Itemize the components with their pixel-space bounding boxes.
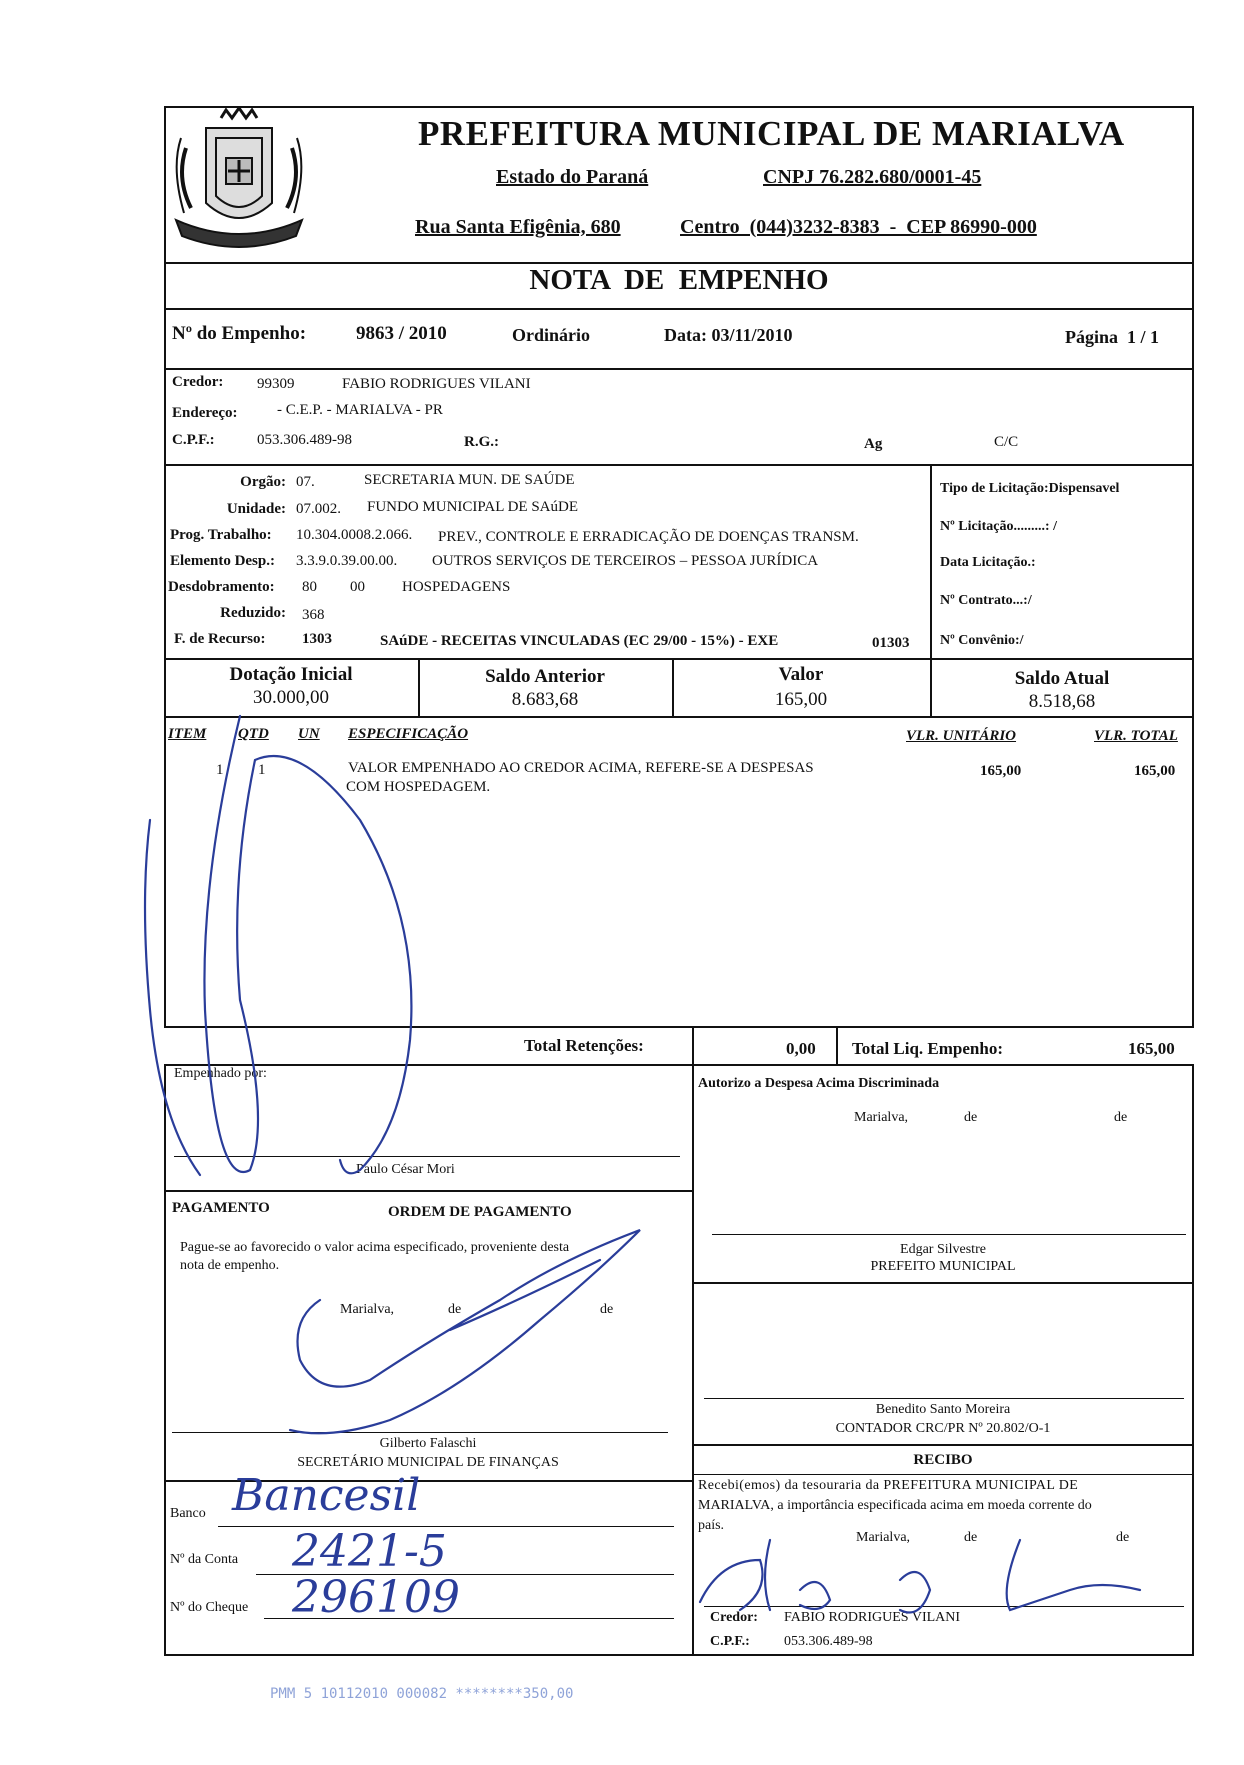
credor-name: FABIO RODRIGUES VILANI: [342, 376, 531, 392]
autorizo-local: Marialva,: [854, 1110, 909, 1125]
empenhado-label: Empenhado por:: [174, 1066, 267, 1081]
recibo-local: Marialva,: [856, 1530, 911, 1545]
ag-label: Ag: [864, 436, 883, 452]
header-street: Rua Santa Efigênia, 680: [415, 216, 621, 238]
conta-handwritten: 2421-5: [292, 1526, 447, 1577]
valor-value: 165,00: [774, 689, 828, 710]
reduzido-label: Reduzido:: [220, 605, 286, 621]
secretario-cargo: SECRETÁRIO MUNICIPAL DE FINANÇAS: [297, 1455, 559, 1470]
row-espec-line2: COM HOSPEDAGEM.: [346, 779, 491, 795]
prog-code: 10.304.0008.2.066.: [296, 527, 413, 543]
orgao-value: SECRETARIA MUN. DE SAÚDE: [364, 472, 575, 488]
pagamento-texto-1: Pague-se ao favorecido o valor acima especificado, proveniente desta: [180, 1240, 570, 1255]
row-qtd: 1: [258, 762, 266, 778]
recurso-code2: 01303: [872, 635, 910, 651]
autorizo-de-1: de: [964, 1110, 978, 1125]
recurso-label: F. de Recurso:: [174, 631, 266, 647]
banco-label: Banco: [170, 1506, 206, 1521]
col-un: UN: [298, 726, 320, 742]
header-state: Estado do Paraná: [496, 166, 649, 188]
recurso-code: 1303: [302, 631, 332, 647]
pagamento-de-1: de: [448, 1302, 462, 1317]
empenho-num: 9863 / 2010: [356, 323, 447, 344]
orgao-label: Orgão:: [240, 474, 286, 490]
valor-label: Valor: [778, 664, 824, 685]
pagamento-local: Marialva,: [340, 1302, 395, 1317]
recibo-de-2: de: [1116, 1530, 1130, 1545]
col-especificacao: ESPECIFICAÇÃO: [348, 726, 469, 742]
recibo-texto-3: país.: [698, 1518, 725, 1533]
unidade-code: 07.002.: [296, 501, 341, 517]
contador-nome: Benedito Santo Moreira: [875, 1402, 1011, 1417]
row-espec-line1: VALOR EMPENHADO AO CREDOR ACIMA, REFERE-SE A DESPESAS: [348, 760, 814, 776]
credor-code: 99309: [257, 376, 295, 392]
rg-label: R.G.:: [464, 434, 499, 450]
desdobramento-b: 00: [350, 579, 365, 595]
retencoes-value: 0,00: [786, 1039, 816, 1058]
empenho-num-label: Nº do Empenho:: [172, 323, 307, 344]
secretario-nome: Gilberto Falaschi: [379, 1436, 477, 1451]
conta-label: Nº da Conta: [170, 1552, 239, 1567]
saldo-anterior-label: Saldo Anterior: [485, 666, 605, 687]
doc-title: NOTA DE EMPENHO: [529, 264, 829, 296]
recibo-title: RECIBO: [913, 1452, 973, 1468]
row-unit: 165,00: [980, 763, 1022, 779]
recurso-value: SAúDE - RECEITAS VINCULADAS (EC 29/00 - 15%) - EXE: [380, 633, 779, 649]
ordem-pagamento: ORDEM DE PAGAMENTO: [388, 1204, 572, 1220]
endereco-label: Endereço:: [172, 405, 238, 421]
autorizo-de-2: de: [1114, 1110, 1128, 1125]
cpf-value: 053.306.489-98: [257, 432, 352, 448]
licitacao-contrato: Nº Contrato...:/: [940, 593, 1032, 608]
retencoes-label: Total Retenções:: [524, 1036, 644, 1055]
elemento-label: Elemento Desp.:: [170, 553, 275, 569]
row-total: 165,00: [1134, 763, 1176, 779]
empenhado-nome: Paulo César Mori: [356, 1162, 455, 1177]
prefeito-nome: Edgar Silvestre: [900, 1242, 986, 1257]
col-item: ITEM: [168, 726, 207, 742]
prog-label: Prog. Trabalho:: [170, 527, 272, 543]
licitacao-data: Data Licitação.:: [940, 555, 1036, 570]
liq-label: Total Liq. Empenho:: [852, 1039, 1003, 1058]
header-title: PREFEITURA MUNICIPAL DE MARIALVA: [418, 114, 1125, 153]
cpf-label: C.P.F.:: [172, 432, 215, 448]
coat-of-arms-logo: [166, 108, 312, 258]
recibo-texto-1: Recebi(emos) da tesouraria da PREFEITURA MUNICIPAL DE: [698, 1478, 1079, 1493]
recibo-cpf: 053.306.489-98: [784, 1634, 873, 1649]
pagamento-title: PAGAMENTO: [172, 1200, 270, 1216]
recibo-de-1: de: [964, 1530, 978, 1545]
desdobramento-a: 80: [302, 579, 317, 595]
orgao-code: 07.: [296, 474, 315, 490]
recibo-cpf-label: C.P.F.:: [710, 1634, 750, 1649]
col-vlr-unitario: VLR. UNITÁRIO: [906, 728, 1017, 744]
col-vlr-total: VLR. TOTAL: [1094, 728, 1178, 744]
contador-cargo: CONTADOR CRC/PR Nº 20.802/O-1: [835, 1421, 1051, 1436]
banco-handwritten: Bancesil: [232, 1470, 421, 1521]
saldo-atual-value: 8.518,68: [1028, 691, 1096, 712]
cheque-handwritten: 296109: [292, 1572, 460, 1623]
desdobramento-value: HOSPEDAGENS: [402, 579, 511, 595]
saldo-anterior-value: 8.683,68: [511, 689, 579, 710]
cc-label: C/C: [994, 434, 1019, 450]
elemento-code: 3.3.9.0.39.00.00.: [296, 553, 398, 569]
col-qtd: QTD: [238, 726, 269, 742]
recibo-texto-2: MARIALVA, a importância especificada acima em moeda corrente do: [698, 1498, 1092, 1513]
prog-value: PREV., CONTROLE E ERRADICAÇÃO DE DOENÇAS TRANSM.: [438, 529, 859, 545]
unidade-value: FUNDO MUNICIPAL DE SAúDE: [367, 499, 578, 515]
reduzido-value: 368: [302, 607, 325, 623]
recibo-credor-label: Credor:: [710, 1610, 758, 1625]
licitacao-convenio: Nº Convênio:/: [940, 633, 1024, 648]
header-cnpj: CNPJ 76.282.680/0001-45: [763, 166, 982, 188]
empenho-date: Data: 03/11/2010: [664, 325, 793, 345]
row-item: 1: [216, 762, 224, 778]
dotacao-label: Dotação Inicial: [229, 664, 353, 685]
dotacao-value: 30.000,00: [253, 687, 329, 708]
elemento-value: OUTROS SERVIÇOS DE TERCEIROS – PESSOA JURÍDICA: [432, 553, 819, 569]
empenho-type: Ordinário: [512, 325, 591, 345]
autorizo-label: Autorizo a Despesa Acima Discriminada: [698, 1076, 940, 1091]
pagamento-texto-2: nota de empenho.: [180, 1258, 280, 1273]
credor-label: Credor:: [172, 374, 224, 390]
saldo-atual-label: Saldo Atual: [1014, 668, 1110, 689]
prefeito-cargo: PREFEITO MUNICIPAL: [870, 1259, 1016, 1274]
recibo-credor-nome: FABIO RODRIGUES VILANI: [784, 1610, 961, 1625]
desdobramento-label: Desdobramento:: [168, 579, 275, 595]
empenho-page: Página 1 / 1: [1065, 327, 1160, 347]
footer-stamp: PMM 5 10112010 000082 ********350,00: [270, 1686, 574, 1702]
licitacao-tipo: Tipo de Licitação:Dispensavel: [940, 481, 1120, 496]
endereco-value: - C.E.P. - MARIALVA - PR: [277, 402, 443, 418]
liq-value: 165,00: [1128, 1039, 1175, 1058]
licitacao-numero: Nº Licitação.........: /: [940, 519, 1057, 534]
header-district-phone-cep: Centro (044)3232-8383 - CEP 86990-000: [680, 216, 1037, 238]
cheque-label: Nº do Cheque: [170, 1600, 249, 1615]
unidade-label: Unidade:: [226, 501, 286, 517]
pagamento-de-2: de: [600, 1302, 614, 1317]
